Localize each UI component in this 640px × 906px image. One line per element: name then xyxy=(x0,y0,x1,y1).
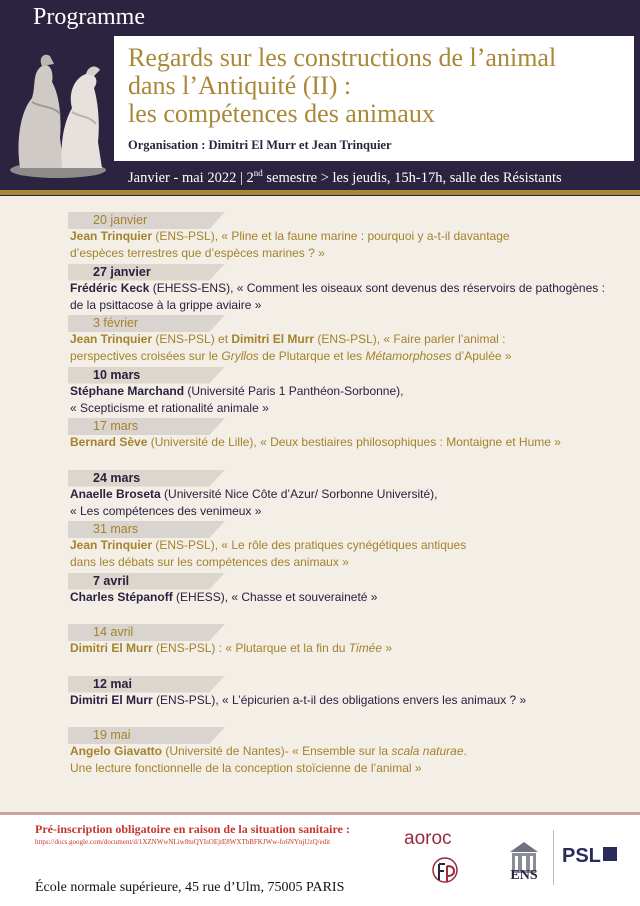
session-line: de la psittacose à la grippe aviaire » xyxy=(70,297,262,312)
dates-superscript: nd xyxy=(253,168,263,178)
session-line xyxy=(70,332,505,346)
speaker-name: Jean Trinquier xyxy=(70,332,153,346)
star-icon xyxy=(603,847,617,861)
session-text: (ENS-PSL), « Pline et la faune marine : pourquoi y a-t-il davantage xyxy=(152,229,510,243)
session-line xyxy=(70,693,526,707)
date-tab xyxy=(68,573,225,590)
session-date: 17 mars xyxy=(93,419,139,433)
session-date: 14 avril xyxy=(93,625,134,639)
session-line xyxy=(70,487,437,501)
session-list xyxy=(0,212,640,779)
dates-text: Janvier - mai 2022 | 2 xyxy=(128,169,254,186)
session-date: 27 janvier xyxy=(93,264,151,279)
session-text: (ENS-PSL) et xyxy=(152,332,232,346)
session-item xyxy=(0,624,640,676)
session-line xyxy=(70,229,510,243)
session-date: 19 mai xyxy=(93,728,131,742)
session-text: » xyxy=(382,641,393,655)
dates-text: semestre > les jeudis, 15h-17h, salle des Résistants xyxy=(262,169,562,186)
session-date: 7 avril xyxy=(93,573,130,588)
event-title xyxy=(128,44,628,128)
session-item xyxy=(0,727,640,779)
session-line xyxy=(70,590,377,604)
session-text: . xyxy=(463,744,467,758)
date-tab xyxy=(68,315,225,332)
date-tab xyxy=(68,521,225,538)
venue-address: École normale supérieure, 45 rue d’Ulm, 75005 PARIS xyxy=(35,880,345,895)
session-item xyxy=(0,212,640,264)
speaker-name: Jean Trinquier xyxy=(70,538,153,552)
work-title: scala naturae xyxy=(391,744,464,758)
programme-label: Programme xyxy=(33,4,145,30)
session-date: 31 mars xyxy=(93,522,139,536)
session-item xyxy=(0,367,640,419)
session-line xyxy=(70,641,392,655)
aoroc-logo xyxy=(404,828,452,850)
session-text: (Université Nice Côte d’Azur/ Sorbonne Université), xyxy=(160,486,438,501)
speaker-name: Charles Stépanoff xyxy=(70,589,173,604)
gold-divider xyxy=(0,190,640,195)
session-text: perspectives croisées sur le xyxy=(70,349,222,363)
session-line: « Les compétences des venimeux » xyxy=(70,503,262,518)
speaker-name: Frédéric Keck xyxy=(70,280,150,295)
date-tab xyxy=(68,727,225,744)
speaker-name: Dimitri El Murr xyxy=(231,332,315,346)
ens-logo-text: ENS xyxy=(510,868,538,883)
session-text: (ENS-PSL), « Le rôle des pratiques cynégétiques antiques xyxy=(152,538,467,552)
programme-tab xyxy=(0,0,178,36)
date-tab xyxy=(68,624,225,641)
session-text: d’Apulée » xyxy=(451,349,512,363)
session-line xyxy=(70,744,467,758)
logo-divider xyxy=(553,830,554,885)
session-date: 20 janvier xyxy=(93,213,148,227)
speaker-name: Stéphane Marchand xyxy=(70,383,185,398)
date-tab xyxy=(68,470,225,487)
session-line: Une lecture fonctionnelle de la conception stoïcienne de l’animal » xyxy=(70,761,422,775)
session-item xyxy=(0,418,640,470)
session-item xyxy=(0,573,640,625)
session-text: (ENS-PSL), « L’épicurien a-t-il des obligations envers les animaux ? » xyxy=(152,692,527,707)
speaker-name: Anaelle Broseta xyxy=(70,486,161,501)
session-line xyxy=(70,281,605,295)
session-item xyxy=(0,676,640,728)
session-item xyxy=(0,315,640,367)
session-text: (ENS-PSL) : « Plutarque et la fin du xyxy=(152,641,349,655)
session-item xyxy=(0,264,640,316)
session-line xyxy=(70,538,466,552)
fp-logo-icon xyxy=(430,856,460,888)
psl-logo xyxy=(562,845,617,868)
session-text: (EHESS-ENS), « Comment les oiseaux sont devenus des réservoirs de pathogènes : xyxy=(149,280,605,295)
session-date: 10 mars xyxy=(93,367,141,382)
work-title: Timée xyxy=(348,641,383,655)
session-text: (Université de Nantes)- « Ensemble sur la xyxy=(162,744,392,758)
session-text: de Plutarque et les xyxy=(258,349,366,363)
aoroc-logo-text: aoroc xyxy=(404,828,452,849)
preinscription-notice: Pré-inscription obligatoire en raison de la situation sanitaire : xyxy=(35,822,350,836)
session-line xyxy=(70,349,512,363)
session-line xyxy=(70,384,403,398)
title-line: Regards sur les constructions de l’animal xyxy=(128,43,557,72)
speaker-name: Dimitri El Murr xyxy=(70,641,153,655)
date-tab xyxy=(68,367,225,384)
session-text: (EHESS), « Chasse et souveraineté » xyxy=(172,589,378,604)
registration-link[interactable]: https://docs.google.com/document/d/1XZNWwNLiw8tuQYIsOEjtE8WXTbBFKJWw-fo6NYnjUzQ/edit xyxy=(35,838,331,846)
greyhounds-statue-image xyxy=(2,42,114,182)
speaker-name: Jean Trinquier xyxy=(70,229,153,243)
speaker-name: Bernard Sève xyxy=(70,435,148,449)
session-item xyxy=(0,521,640,573)
title-line: dans l’Antiquité (II) : xyxy=(128,71,352,100)
session-date: 12 mai xyxy=(93,676,132,691)
work-title: Métamorphoses xyxy=(365,349,452,363)
session-line xyxy=(70,435,561,449)
session-date: 24 mars xyxy=(93,470,141,485)
session-line: dans les débats sur les compétences des animaux » xyxy=(70,555,349,569)
psl-logo-text: PSL xyxy=(562,845,601,867)
session-text: (Université Paris 1 Panthéon-Sorbonne), xyxy=(184,383,404,398)
speaker-name: Angelo Giavatto xyxy=(70,744,163,758)
session-text: (ENS-PSL), « Faire parler l’animal : xyxy=(314,332,506,346)
dates-line xyxy=(128,168,562,187)
date-tab xyxy=(68,676,225,693)
title-line: les compétences des animaux xyxy=(128,99,435,128)
session-line: « Scepticisme et rationalité animale » xyxy=(70,400,269,415)
session-date: 3 février xyxy=(93,316,139,330)
session-item xyxy=(0,470,640,522)
session-text: (Université de Lille), « Deux bestiaires philosophiques : Montaigne et Hume » xyxy=(147,435,561,449)
session-line: d’espèces terrestres que d’espèces marines ? » xyxy=(70,246,325,260)
date-tab xyxy=(68,418,225,435)
work-title: Gryllos xyxy=(221,349,259,363)
speaker-name: Dimitri El Murr xyxy=(70,692,153,707)
organisation-line: Organisation : Dimitri El Murr et Jean Trinquier xyxy=(128,138,392,152)
